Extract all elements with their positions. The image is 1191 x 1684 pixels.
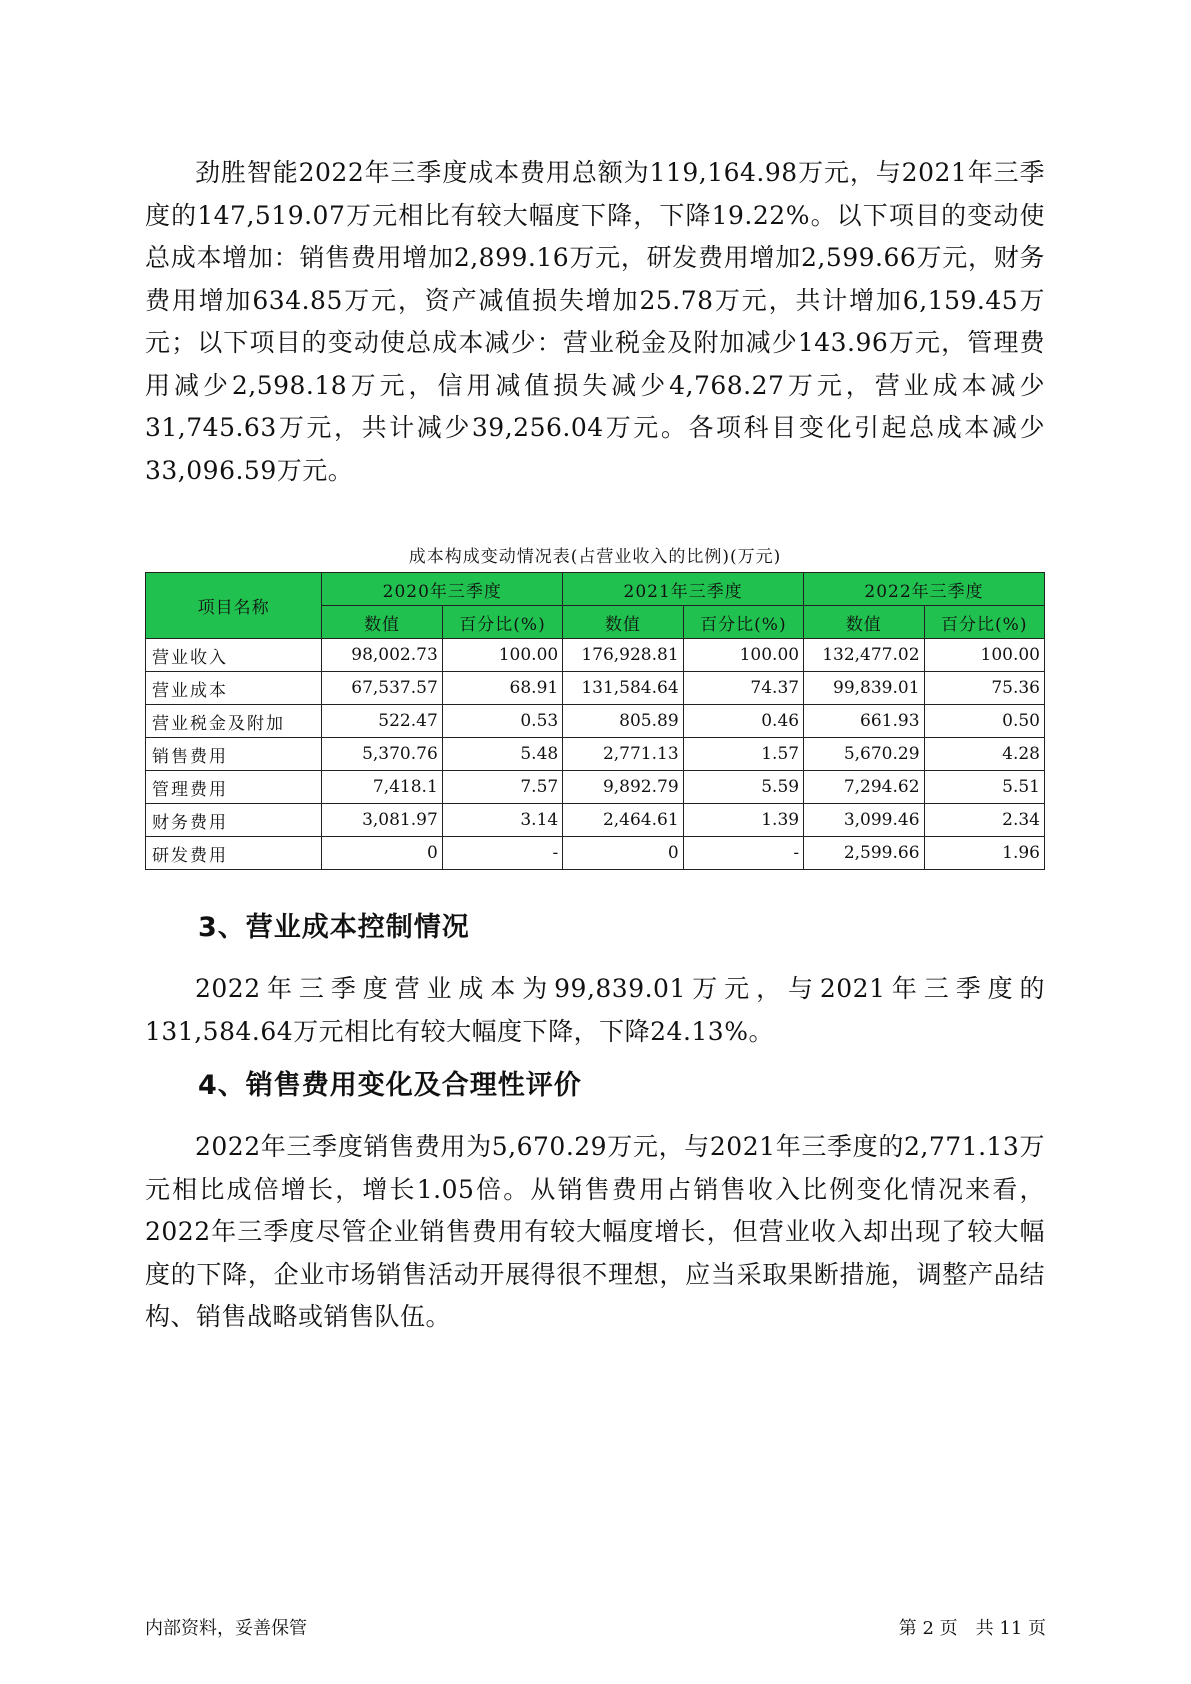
percent-cell: 0.50 <box>924 705 1044 738</box>
value-cell: 7,418.1 <box>322 771 442 804</box>
row-name-cell: 财务费用 <box>146 804 322 837</box>
value-cell: 661.93 <box>804 705 924 738</box>
period-header: 2020年三季度 <box>322 573 563 606</box>
percent-cell: 0.46 <box>683 705 803 738</box>
value-cell: 2,464.61 <box>563 804 683 837</box>
table-row <box>146 639 1045 672</box>
percent-cell: 100.00 <box>683 639 803 672</box>
percent-cell: 68.91 <box>442 672 562 705</box>
paragraph-operating-cost: 2022年三季度营业成本为99,839.01万元，与2021年三季度的131,584.64万元相比有较大幅度下降，下降24.13%。 <box>145 974 1045 1046</box>
row-name-cell: 营业收入 <box>146 639 322 672</box>
percent-cell: 100.00 <box>924 639 1044 672</box>
percent-cell: 5.59 <box>683 771 803 804</box>
value-cell: 805.89 <box>563 705 683 738</box>
table-row <box>146 837 1045 870</box>
percent-cell: 4.28 <box>924 738 1044 771</box>
row-name-cell: 销售费用 <box>146 738 322 771</box>
footer-confidential-note: 内部资料，妥善保管 <box>145 1618 307 1639</box>
row-name-cell: 研发费用 <box>146 837 322 870</box>
value-cell: 131,584.64 <box>563 672 683 705</box>
percent-header: 百分比(%) <box>683 606 803 639</box>
value-header: 数值 <box>322 606 442 639</box>
value-cell: 2,771.13 <box>563 738 683 771</box>
value-cell: 132,477.02 <box>804 639 924 672</box>
value-cell: 522.47 <box>322 705 442 738</box>
table-row <box>146 804 1045 837</box>
paragraph-cost-summary: 劲胜智能2022年三季度成本费用总额为119,164.98万元，与2021年三季度的147,519.07万元相比有较大幅度下降，下降19.22%。以下项目的变动使总成本增加：销售费用增加2,899.16万元，研发费用增加2,599.66万元，财务费用增加634.85万元，资产减值损失增加25.78万元，共计增加6,159.45万元；以下项目的变动使总成本减少：营业税金及附加减少143.96万元，管理费用减少2,598.18万元，信用减值损失减少4,768.27万元，营业成本减少31,745.63万元，共计减少39,256.04万元。各项科目变化引起总成本减少33,096.59万元。 <box>145 158 1045 485</box>
table-row <box>146 771 1045 804</box>
percent-cell: 3.14 <box>442 804 562 837</box>
value-header: 数值 <box>563 606 683 639</box>
row-name-cell: 管理费用 <box>146 771 322 804</box>
percent-cell: 2.34 <box>924 804 1044 837</box>
percent-cell: 7.57 <box>442 771 562 804</box>
percent-header: 百分比(%) <box>924 606 1044 639</box>
percent-cell: 5.48 <box>442 738 562 771</box>
table-row <box>146 738 1045 771</box>
section-heading-operating-cost: 3、营业成本控制情况 <box>198 912 470 943</box>
percent-cell: 100.00 <box>442 639 562 672</box>
percent-cell: 75.36 <box>924 672 1044 705</box>
value-cell: 3,099.46 <box>804 804 924 837</box>
item-name-header: 项目名称 <box>146 573 322 639</box>
value-cell: 3,081.97 <box>322 804 442 837</box>
value-cell: 2,599.66 <box>804 837 924 870</box>
percent-cell: 74.37 <box>683 672 803 705</box>
percent-cell: 0.53 <box>442 705 562 738</box>
value-header: 数值 <box>804 606 924 639</box>
value-cell: 98,002.73 <box>322 639 442 672</box>
table-caption: 成本构成变动情况表(占营业收入的比例)(万元) <box>408 547 782 567</box>
percent-cell: - <box>442 837 562 870</box>
value-cell: 5,370.76 <box>322 738 442 771</box>
section-heading-sales-expense: 4、销售费用变化及合理性评价 <box>198 1070 582 1101</box>
table-row <box>146 672 1045 705</box>
table-body <box>146 639 1045 870</box>
row-name-cell: 营业税金及附加 <box>146 705 322 738</box>
cost-structure-table <box>145 572 1045 870</box>
percent-cell: - <box>683 837 803 870</box>
value-cell: 7,294.62 <box>804 771 924 804</box>
table-row <box>146 705 1045 738</box>
value-cell: 5,670.29 <box>804 738 924 771</box>
percent-cell: 5.51 <box>924 771 1044 804</box>
row-name-cell: 营业成本 <box>146 672 322 705</box>
footer-page-number: 第 2 页 共 11 页 <box>898 1618 1046 1639</box>
percent-cell: 1.96 <box>924 837 1044 870</box>
value-cell: 67,537.57 <box>322 672 442 705</box>
paragraph-sales-expense: 2022年三季度销售费用为5,670.29万元，与2021年三季度的2,771.13万元相比成倍增长，增长1.05倍。从销售费用占销售收入比例变化情况来看，2022年三季度尽管企业销售费用有较大幅度增长，但营业收入却出现了较大幅度的下降，企业市场销售活动开展得很不理想，应当采取果断措施，调整产品结构、销售战略或销售队伍。 <box>145 1132 1045 1331</box>
percent-header: 百分比(%) <box>442 606 562 639</box>
percent-cell: 1.57 <box>683 738 803 771</box>
value-cell: 0 <box>322 837 442 870</box>
table-header-row <box>146 573 1045 606</box>
value-cell: 0 <box>563 837 683 870</box>
period-header: 2022年三季度 <box>804 573 1045 606</box>
value-cell: 99,839.01 <box>804 672 924 705</box>
value-cell: 9,892.79 <box>563 771 683 804</box>
percent-cell: 1.39 <box>683 804 803 837</box>
value-cell: 176,928.81 <box>563 639 683 672</box>
period-header: 2021年三季度 <box>563 573 804 606</box>
